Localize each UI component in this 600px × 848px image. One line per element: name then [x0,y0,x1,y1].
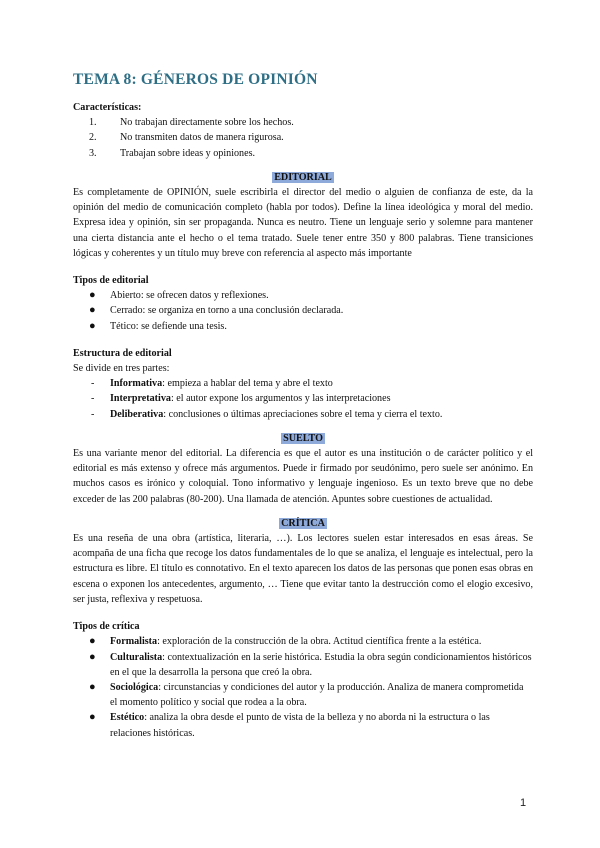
list-item [73,391,533,406]
estructura-list [73,376,533,422]
item-term: Estético [110,712,145,724]
list-item [73,288,533,303]
dash-icon: - [91,408,95,420]
page-number: 1 [520,797,527,809]
item-term: Formalista [110,636,158,648]
bullet-icon: ● [89,319,96,332]
list-item [73,146,533,161]
item-text: Trabajan sobre ideas y opiniones. [120,147,256,159]
caracteristicas-heading: Características: [73,102,142,113]
item-number: 3. [89,147,97,159]
editorial-paragraph: Es completamente de OPINIÓN, suele escribirla el director del medio o alguien de confianza de este, da la opinión del medio de comunicación completo (habla por todos). Define la línea ideológica y moral del medio. Expresa idea y opinión, sin ser propaganda. Nunca es neutro. Tiene un lenguaje serio y solemne para mantener una cierta distancia ante el hecho o el tema tratado. Suele tener entre 350 y 800 palabras. Tiene transiciones lógicas y coherentes y un título muy breve con referencia al aspecto más importante [73,187,533,259]
editorial-heading-text: EDITORIAL [274,171,332,183]
bullet-icon: ● [89,304,96,317]
item-term: Culturalista [110,651,163,663]
list-item [73,680,533,710]
item-number: 1. [89,117,97,129]
bullet-icon: ● [89,289,96,302]
item-text: : empieza a hablar del tema y abre el texto [162,378,333,390]
item-text: No trabajan directamente sobre los hechos. [120,117,294,129]
item-term: Informativa [110,378,163,390]
tipos-editorial-heading: Tipos de editorial [73,275,149,287]
list-item [73,303,533,318]
bullet-icon: ● [89,635,96,648]
list-item [73,634,533,649]
list-item [73,650,533,680]
list-item [73,130,533,145]
critica-paragraph: Es una reseña de una obra (artística, literaria, …). Los lectores suelen estar interesados en esas áreas. Se acompaña de una ficha que recoge los datos fundamentales de lo que se analiza, el lenguaje es intelectual, pero la estructura es libre. El título es connotativo. En el texto aparecen los datos de las personas que ponen esas obras en escena o exponen los antecedentes, argumento, … Tiene que evitar tanto la destrucción como el elogio excesivo, ser justa, reflexiva y respetuosa. [73,533,533,605]
dash-icon: - [91,378,95,390]
item-term: Interpretativa [110,393,171,405]
tipos-critica-list [73,634,533,740]
item-text: : exploración de la construcción de la obra. Actitud científica frente a la estética. [157,636,482,648]
item-term: Deliberativa [110,408,164,420]
tipos-editorial-list [73,288,533,334]
bullet-icon: ● [89,680,96,693]
list-item [73,319,533,334]
list-item [73,407,533,422]
item-text: Abierto: se ofrecen datos y reflexiones. [110,290,269,302]
document-body [73,70,533,741]
caracteristicas-list [73,115,533,161]
list-item [73,710,533,740]
tipos-critica-heading: Tipos de crítica [73,621,140,633]
item-text: Cerrado: se organiza en torno a una conclusión declarada. [110,305,344,317]
item-text: : contextualización en la serie histórica. Estudia la obra según condicionamientos históricos en el que la desarrolla la persona que creó la obra. [110,651,532,678]
bullet-icon: ● [89,650,96,663]
list-item [73,376,533,391]
bullet-icon: ● [89,711,96,724]
item-text: : conclusiones o últimas apreciaciones sobre el tema y cierra el texto. [163,408,443,420]
item-text: : el autor expone los argumentos y las interpretaciones [170,393,391,405]
item-term: Sociológica [110,681,159,693]
critica-heading [73,516,533,531]
item-text: Tético: se defiende una tesis. [110,320,227,332]
estructura-intro: Se divide en tres partes: [73,363,170,375]
item-number: 2. [89,132,97,144]
dash-icon: - [91,393,95,405]
suelto-heading-text: SUELTO [283,432,323,444]
suelto-heading [73,431,533,446]
estructura-editorial-heading: Estructura de editorial [73,347,172,359]
item-text: : circunstancias y condiciones del autor y la producción. Analiza de manera comprometida el momento político y social que rodea a la obra. [110,681,524,709]
critica-heading-text: CRÍTICA [281,517,325,529]
suelto-paragraph: Es una variante menor del editorial. La diferencia es que el autor es una institución o de carácter político y el editorial es más extenso y ofrece más argumentos. Puede ir firmado por seudónimo, pero suele ser anónimo. En muchos casos es irónico y coloquial. Tono informativo y lenguaje ingenioso. Es un texto breve que no debe exceder de las 200 palabras (80-200). Una llamada de atención. Apuntes sobre cuestiones de actualidad. [73,448,533,505]
list-item [73,115,533,130]
item-text: : analiza la obra desde el punto de vista de la belleza y no aborda ni la estructura o las relaciones históricas. [110,712,490,739]
page-title: TEMA 8: GÉNEROS DE OPINIÓN [73,71,318,88]
item-text: No transmiten datos de manera rigurosa. [120,132,284,144]
editorial-heading [73,170,533,185]
